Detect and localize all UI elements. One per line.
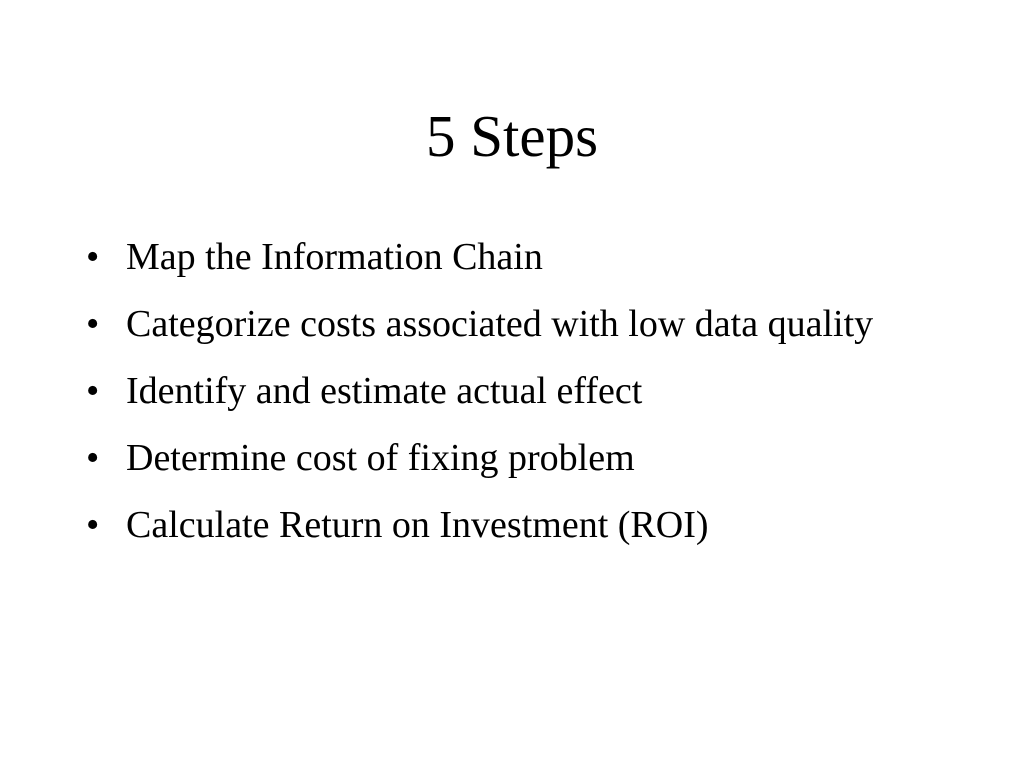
list-item <box>86 364 946 418</box>
bullet-text: Map the Information Chain <box>126 236 543 278</box>
list-item <box>86 431 946 485</box>
bullet-icon: • <box>86 303 100 345</box>
list-item <box>86 297 946 351</box>
slide-title: 5 Steps <box>425 103 599 169</box>
list-item <box>86 230 946 284</box>
bullet-icon: • <box>86 236 100 278</box>
bullet-text: Determine cost of fixing problem <box>126 437 635 479</box>
bullet-list <box>86 230 946 565</box>
bullet-text: Calculate Return on Investment (ROI) <box>126 504 709 546</box>
list-item <box>86 498 946 552</box>
bullet-icon: • <box>86 370 100 412</box>
bullet-icon: • <box>86 504 100 546</box>
bullet-icon: • <box>86 437 100 479</box>
bullet-text: Identify and estimate actual effect <box>126 370 643 412</box>
bullet-text: Categorize costs associated with low data quality <box>126 303 874 345</box>
